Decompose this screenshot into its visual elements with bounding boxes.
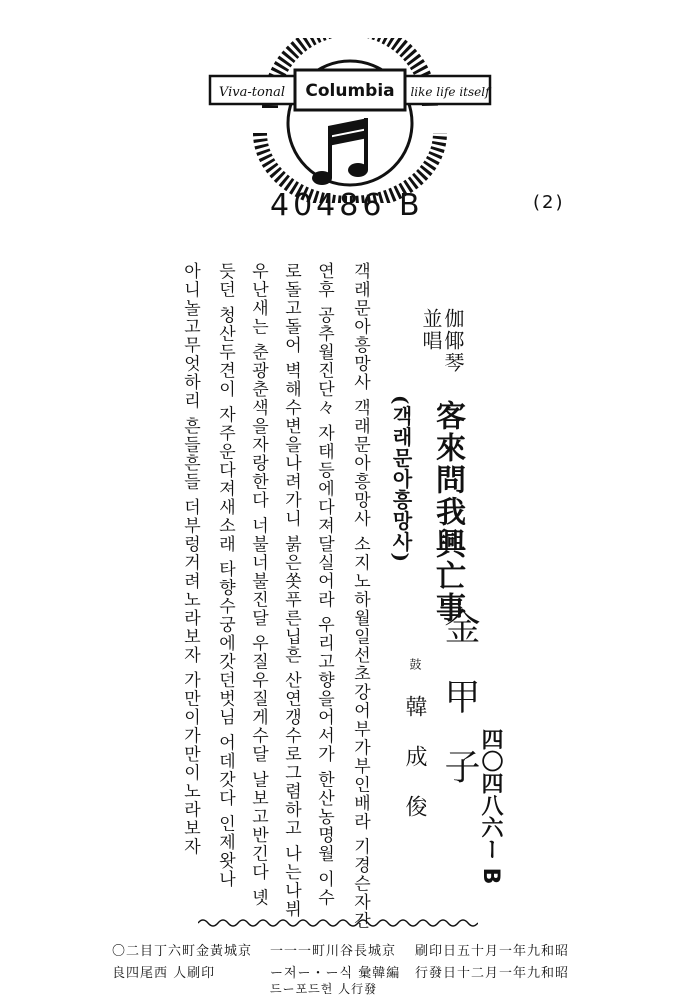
- side-number: (2): [533, 192, 565, 213]
- song-subtitle: (객래문아흥망사): [389, 395, 413, 563]
- wavy-divider: [198, 916, 478, 930]
- title-prefix-line2: 伽倻琴: [441, 308, 465, 374]
- performer-main: 金甲子: [439, 608, 480, 818]
- performer-second: 韓成俊: [402, 695, 427, 845]
- catalog-number: 40486 B: [270, 188, 424, 223]
- footer-editor: ー저ー・ー식 彙韓編: [270, 966, 401, 981]
- lyric-line: 로돌고돌어 벽해수변을나려가니 붉은쏫푸른닙흔 산연갱수로그렴하고 나는나뷔: [281, 262, 301, 919]
- title-prefix-line1: 並唱: [419, 308, 443, 352]
- song-title: 客來問我興亡事: [430, 400, 465, 624]
- footer-issue-date: 行發日十二月一年九和昭: [415, 966, 570, 981]
- footer-print-date: 刷印日五十月一年九和昭: [415, 944, 570, 959]
- logo-brand: Columbia: [305, 81, 395, 101]
- footer-publisher: 드ー포드헌 人行發: [270, 982, 378, 996]
- lyric-line: 연후 공추월진단々 자태등에다져달실어라 우리고향을어서가 한산농명월 이수: [314, 262, 334, 908]
- performer-role: 鼓: [408, 658, 422, 670]
- lyric-line: 객래문아흥망사 객래문아흥망사 소지노하월일선초강어부가부인배라 기경슨자간: [350, 262, 370, 931]
- footer-printer-name: 良四尾西 人刷印: [112, 966, 216, 981]
- footer-publisher-address: 一一一町川谷長城京: [270, 944, 397, 959]
- catalog-number-vertical: 四〇四八六ー B: [478, 728, 503, 885]
- logo-right-text: like life itself: [410, 85, 490, 99]
- lyric-line: 아니놀고무엇하리 흔들흔들 더부렁거려노라보자 가만이가만이노라보자: [180, 262, 200, 857]
- footer-printer-address: 〇二目丁六町金黃城京: [112, 944, 253, 959]
- lyric-line: 우난새는 춘광춘색을자랑한다 너불너불진달 우질우질게수달 날보고반긴다 녯: [248, 262, 268, 908]
- logo-left-text: Viva-tonal: [218, 85, 286, 100]
- lyric-line: 듯던 청산두견이 자주운다져새소래 타향수궁에갓던벗님 어데갓다 인제왓나: [215, 262, 235, 889]
- columbia-logo: [200, 38, 500, 203]
